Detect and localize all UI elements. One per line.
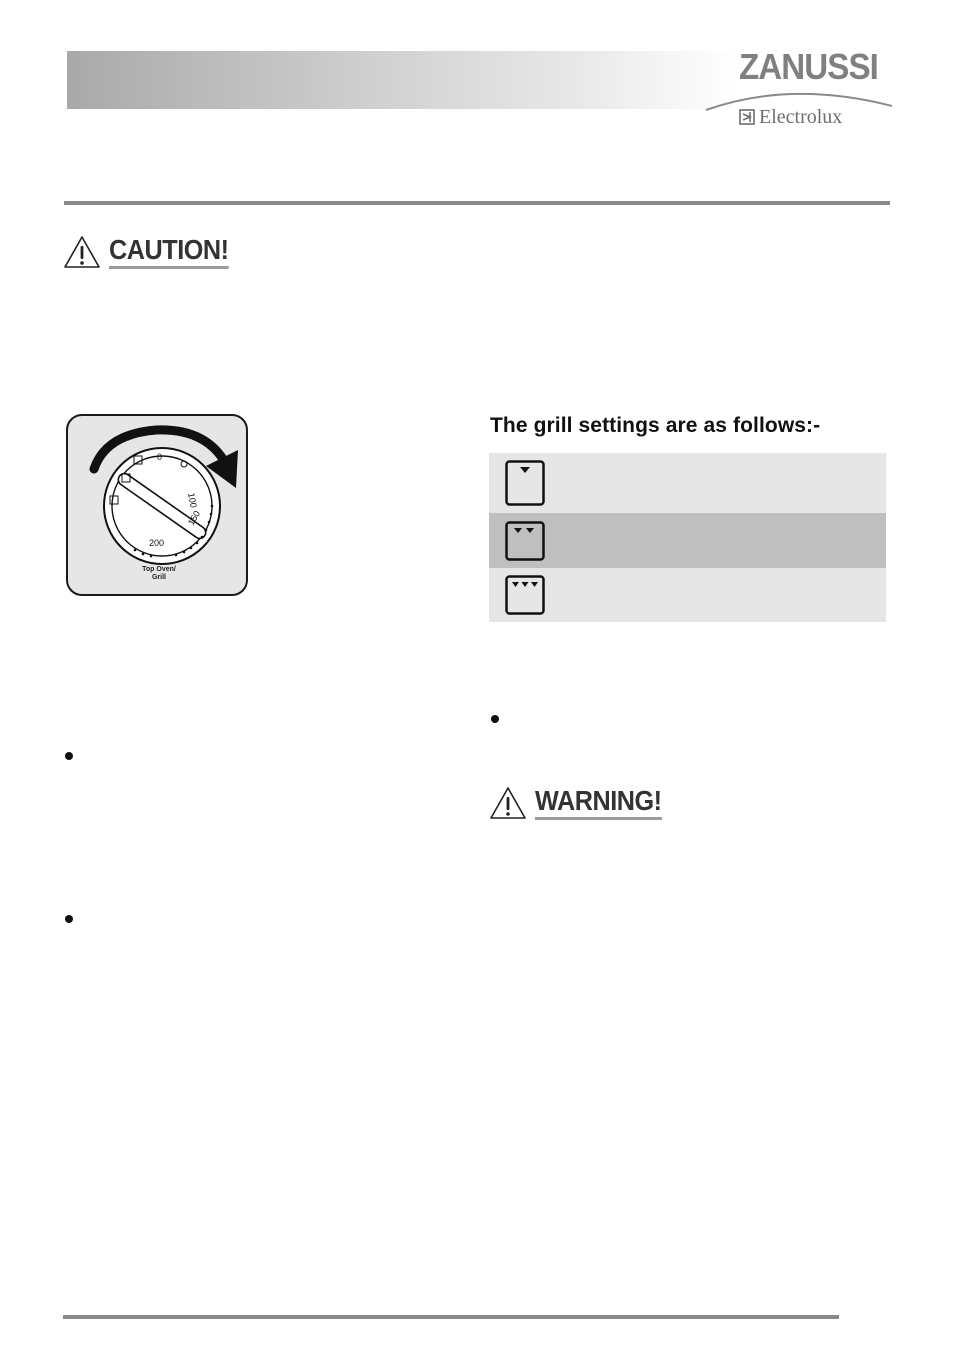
dial-caption-line2: Grill <box>151 574 166 581</box>
electrolux-icon <box>739 109 755 125</box>
bullet-point <box>65 752 73 760</box>
caution-heading <box>63 235 242 269</box>
warning-title: WARNING! <box>535 786 662 820</box>
grill-settings-table <box>489 453 886 622</box>
dial-caption <box>66 566 252 582</box>
dial-label-100: 100 <box>186 492 199 509</box>
grill-3-element-icon <box>505 575 545 615</box>
bottom-divider <box>63 1315 839 1319</box>
control-knob-diagram <box>66 414 248 574</box>
bullet-point <box>491 715 499 723</box>
header-bar <box>67 51 737 109</box>
top-divider <box>64 201 890 205</box>
grill-row <box>489 453 886 513</box>
grill-row <box>489 513 886 568</box>
subbrand-text: Electrolux <box>759 105 843 128</box>
dial-label-200: 200 <box>149 538 165 548</box>
warning-triangle-icon <box>489 786 527 820</box>
caution-title: CAUTION! <box>109 235 229 269</box>
warning-heading <box>489 786 676 820</box>
warning-triangle-icon <box>63 235 101 269</box>
grill-1-element-icon <box>505 460 545 506</box>
grill-settings-heading: The grill settings are as follows:- <box>490 414 821 437</box>
dial-zero-label: 0 <box>157 452 163 462</box>
grill-row <box>489 568 886 622</box>
subbrand-logo <box>739 105 869 129</box>
dial-label-150: 150 <box>186 508 203 527</box>
grill-2-element-icon <box>505 521 545 561</box>
brand-logo: ZANUSSI <box>739 46 878 87</box>
dial-caption-line1: Top Oven/ <box>142 566 176 573</box>
bullet-point <box>65 915 73 923</box>
